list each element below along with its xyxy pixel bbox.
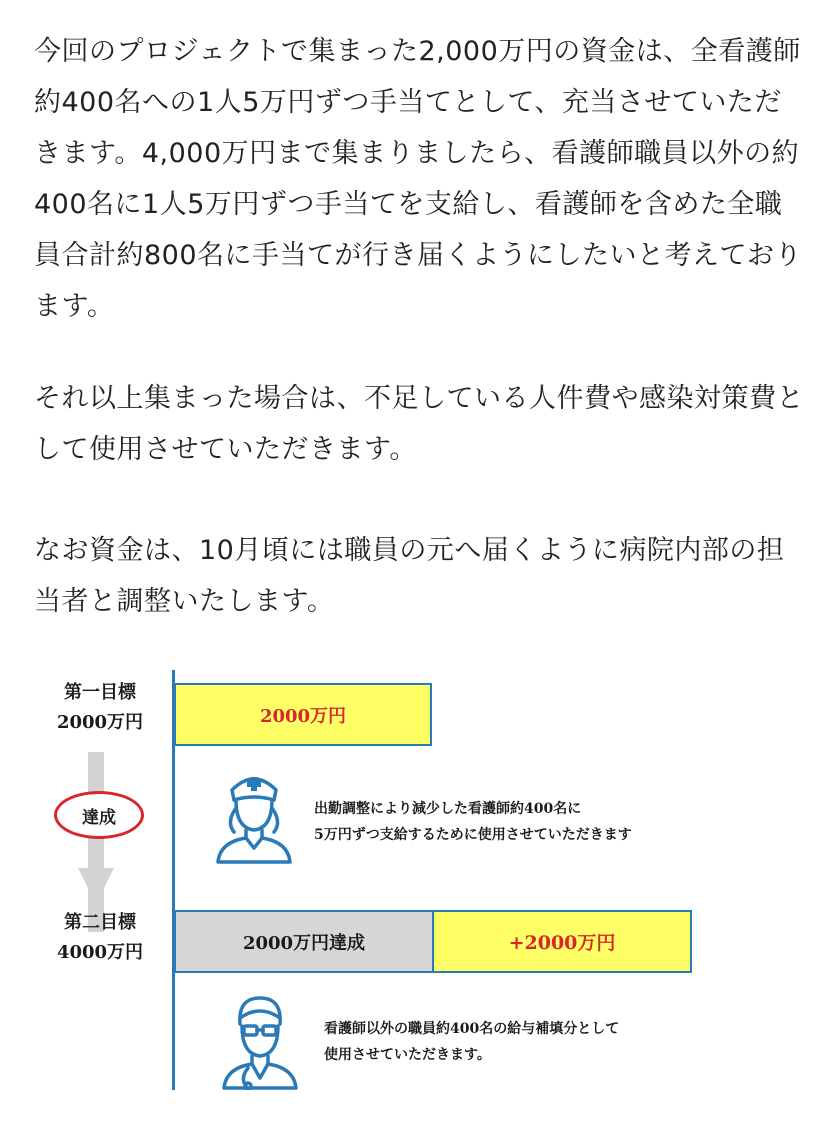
doctor-icon [218, 990, 302, 1090]
article-paragraph-1: 今回のプロジェクトで集まった2,000万円の資金は、全看護師約400名への1人5万円ずつ手当てとして、充当させていただきます。4,000万円まで集まりましたら、看護師職員以外の約400名に1人5万円ずつ手当てを支給し、看護師を含めた全職員合計約800名に手当てが行き届くようにしたいと考えております。 [34, 36, 803, 322]
goal2-achieved-box: 2000万円達成 [174, 910, 434, 973]
goal2-additional-box: +2000万円 [432, 910, 692, 973]
goal2-title: 第二目標 [64, 912, 136, 933]
goal2-amount: 4000万円 [56, 942, 144, 963]
goal1-amount: 2000万円 [56, 712, 144, 733]
goal2-description-line-1: 看護師以外の職員約400名の給与補填分として [324, 1021, 620, 1037]
article-paragraph-2: それ以上集まった場合は、不足している人件費や感染対策費として使用させていただきます。 [34, 383, 804, 465]
article-paragraph-3: なお資金は、10月頃には職員の元へ届くように病院内部の担当者と調整いたします。 [34, 535, 785, 617]
nurse-icon [212, 764, 296, 864]
goal1-title: 第一目標 [64, 682, 136, 703]
goal2-description-line-2: 使用させていただきます。 [324, 1047, 491, 1063]
progress-arrow-shaft [88, 752, 104, 932]
arrow-down-icon [78, 868, 114, 904]
goal1-description-line-2: 5万円ずつ支給するために使用させていただきます [314, 827, 632, 843]
goal1-description-line-1: 出勤調整により減少した看護師約400名に [314, 801, 582, 817]
achieved-badge: 達成 [54, 791, 144, 839]
goal1-amount-box: 2000万円 [174, 683, 432, 746]
goal2-description [324, 1016, 744, 1068]
goal1-label [40, 678, 160, 738]
goal1-description [314, 796, 794, 848]
funding-goals-figure [0, 660, 828, 1130]
goal2-label [40, 908, 160, 968]
